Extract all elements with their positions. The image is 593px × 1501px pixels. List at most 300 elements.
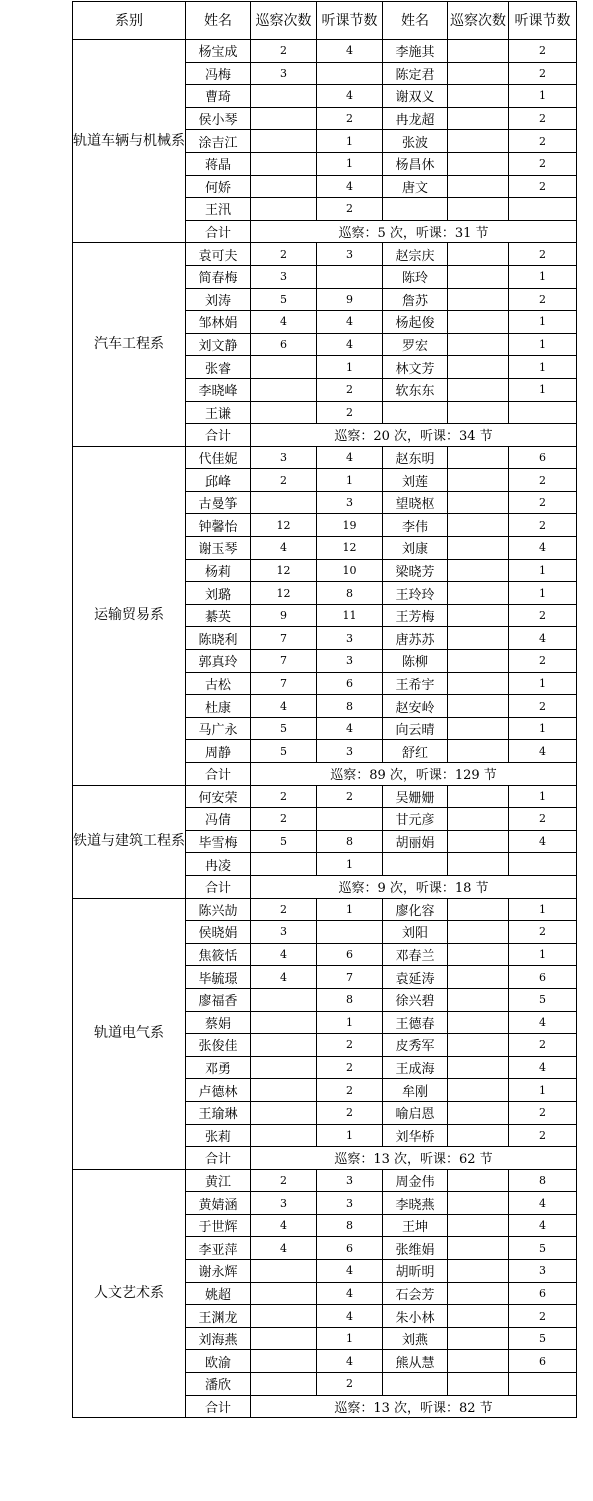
listen-count-1-cell: 8 [317, 695, 383, 718]
listen-count-2-cell: 2 [509, 1124, 577, 1147]
patrol-count-2-cell [448, 198, 509, 221]
name-2-cell [383, 198, 448, 221]
name-2-cell: 袁延涛 [383, 966, 448, 989]
listen-count-2-cell: 5 [509, 1237, 577, 1260]
name-2-cell: 陈柳 [383, 650, 448, 673]
patrol-count-2-cell [448, 311, 509, 334]
name-1-cell: 蔡娟 [186, 1011, 251, 1034]
name-2-cell: 熊从慧 [383, 1350, 448, 1373]
name-1-cell: 冯倩 [186, 808, 251, 831]
listen-count-2-cell: 2 [509, 491, 577, 514]
name-1-cell: 邓勇 [186, 1056, 251, 1079]
name-1-cell: 李晓峰 [186, 378, 251, 401]
name-1-cell: 谢永辉 [186, 1260, 251, 1283]
patrol-count-1-cell: 6 [251, 333, 317, 356]
patrol-count-1-cell: 4 [251, 1237, 317, 1260]
patrol-count-1-cell: 4 [251, 311, 317, 334]
header-name-1: 姓名 [186, 2, 251, 40]
patrol-count-1-cell: 5 [251, 740, 317, 763]
patrol-count-1-cell: 12 [251, 582, 317, 605]
name-1-cell: 毕毓璟 [186, 966, 251, 989]
listen-count-2-cell: 2 [509, 1305, 577, 1328]
name-1-cell: 郭真玲 [186, 650, 251, 673]
name-1-cell: 于世辉 [186, 1214, 251, 1237]
name-1-cell: 姚超 [186, 1282, 251, 1305]
patrol-count-1-cell: 3 [251, 62, 317, 85]
header-listen-count-2: 听课节数 [509, 2, 577, 40]
patrol-count-1-cell [251, 853, 317, 876]
listen-count-2-cell: 1 [509, 559, 577, 582]
patrol-count-1-cell [251, 1034, 317, 1057]
patrol-count-2-cell [448, 1169, 509, 1192]
total-summary: 巡察：13 次，听课：62 节 [251, 1147, 577, 1170]
patrol-count-1-cell: 12 [251, 514, 317, 537]
patrol-count-2-cell [448, 40, 509, 63]
dept-cell: 轨道车辆与机械系 [73, 40, 186, 243]
patrol-count-1-cell [251, 85, 317, 108]
listen-count-2-cell: 4 [509, 1214, 577, 1237]
patrol-count-2-cell [448, 1101, 509, 1124]
name-2-cell: 向云晴 [383, 717, 448, 740]
name-1-cell: 刘文静 [186, 333, 251, 356]
listen-count-1-cell: 6 [317, 1237, 383, 1260]
inspection-table [72, 1, 577, 1418]
listen-count-1-cell: 1 [317, 853, 383, 876]
patrol-count-2-cell [448, 446, 509, 469]
listen-count-2-cell: 1 [509, 582, 577, 605]
name-2-cell: 徐兴碧 [383, 988, 448, 1011]
patrol-count-2-cell [448, 898, 509, 921]
patrol-count-1-cell [251, 1350, 317, 1373]
name-1-cell: 綦英 [186, 604, 251, 627]
patrol-count-1-cell [251, 378, 317, 401]
name-1-cell: 欧渝 [186, 1350, 251, 1373]
listen-count-2-cell: 2 [509, 469, 577, 492]
patrol-count-1-cell: 4 [251, 943, 317, 966]
listen-count-1-cell: 1 [317, 469, 383, 492]
listen-count-1-cell: 8 [317, 830, 383, 853]
name-2-cell: 詹苏 [383, 288, 448, 311]
patrol-count-2-cell [448, 62, 509, 85]
listen-count-1-cell: 11 [317, 604, 383, 627]
name-1-cell: 邹林娟 [186, 311, 251, 334]
name-2-cell [383, 401, 448, 424]
name-1-cell: 黄婧涵 [186, 1192, 251, 1215]
table-row [73, 446, 577, 469]
patrol-count-1-cell [251, 198, 317, 221]
patrol-count-2-cell [448, 1011, 509, 1034]
name-2-cell: 王坤 [383, 1214, 448, 1237]
listen-count-1-cell: 4 [317, 1282, 383, 1305]
name-1-cell: 焦筱恬 [186, 943, 251, 966]
header-name-2: 姓名 [383, 2, 448, 40]
patrol-count-1-cell [251, 1373, 317, 1396]
patrol-count-2-cell [448, 1350, 509, 1373]
listen-count-1-cell: 3 [317, 243, 383, 266]
patrol-count-1-cell [251, 491, 317, 514]
name-1-cell: 黄江 [186, 1169, 251, 1192]
dept-cell: 运输贸易系 [73, 446, 186, 785]
name-1-cell: 杜康 [186, 695, 251, 718]
listen-count-1-cell: 2 [317, 401, 383, 424]
listen-count-2-cell: 2 [509, 107, 577, 130]
patrol-count-1-cell: 7 [251, 672, 317, 695]
listen-count-1-cell: 4 [317, 311, 383, 334]
name-2-cell: 杨起俊 [383, 311, 448, 334]
name-2-cell: 赵宗庆 [383, 243, 448, 266]
name-2-cell: 冉龙超 [383, 107, 448, 130]
name-1-cell: 毕雪梅 [186, 830, 251, 853]
name-1-cell: 张莉 [186, 1124, 251, 1147]
listen-count-1-cell: 2 [317, 785, 383, 808]
name-2-cell: 邓春兰 [383, 943, 448, 966]
header-patrol-count-1: 巡察次数 [251, 2, 317, 40]
listen-count-1-cell: 1 [317, 898, 383, 921]
patrol-count-1-cell [251, 1260, 317, 1283]
listen-count-1-cell: 2 [317, 1101, 383, 1124]
listen-count-2-cell [509, 853, 577, 876]
name-2-cell: 李施其 [383, 40, 448, 63]
total-summary: 巡察：89 次，听课：129 节 [251, 763, 577, 786]
patrol-count-2-cell [448, 130, 509, 153]
patrol-count-2-cell [448, 1056, 509, 1079]
table-row [73, 898, 577, 921]
patrol-count-1-cell [251, 1011, 317, 1034]
listen-count-1-cell: 4 [317, 446, 383, 469]
listen-count-1-cell [317, 921, 383, 944]
listen-count-2-cell: 1 [509, 378, 577, 401]
name-1-cell: 杨莉 [186, 559, 251, 582]
listen-count-1-cell: 6 [317, 943, 383, 966]
dept-cell: 轨道电气系 [73, 898, 186, 1169]
patrol-count-1-cell: 5 [251, 830, 317, 853]
patrol-count-2-cell [448, 1282, 509, 1305]
name-1-cell: 陈晓利 [186, 627, 251, 650]
patrol-count-2-cell [448, 1034, 509, 1057]
listen-count-2-cell: 6 [509, 446, 577, 469]
patrol-count-2-cell [448, 356, 509, 379]
name-2-cell: 刘阳 [383, 921, 448, 944]
total-label: 合计 [186, 424, 251, 447]
patrol-count-1-cell: 7 [251, 627, 317, 650]
name-1-cell: 杨宝成 [186, 40, 251, 63]
patrol-count-1-cell: 4 [251, 1214, 317, 1237]
listen-count-2-cell: 2 [509, 288, 577, 311]
patrol-count-2-cell [448, 1373, 509, 1396]
name-2-cell [383, 853, 448, 876]
patrol-count-1-cell: 3 [251, 446, 317, 469]
listen-count-2-cell: 4 [509, 740, 577, 763]
header-row [73, 2, 577, 40]
name-2-cell: 刘华桥 [383, 1124, 448, 1147]
name-1-cell: 代佳妮 [186, 446, 251, 469]
listen-count-1-cell: 2 [317, 1056, 383, 1079]
patrol-count-2-cell [448, 514, 509, 537]
name-2-cell: 廖化容 [383, 898, 448, 921]
patrol-count-2-cell [448, 559, 509, 582]
patrol-count-2-cell [448, 808, 509, 831]
patrol-count-2-cell [448, 152, 509, 175]
listen-count-1-cell: 2 [317, 1034, 383, 1057]
name-2-cell: 张维娟 [383, 1237, 448, 1260]
patrol-count-1-cell [251, 1305, 317, 1328]
name-2-cell: 皮秀军 [383, 1034, 448, 1057]
patrol-count-1-cell: 9 [251, 604, 317, 627]
patrol-count-1-cell [251, 1124, 317, 1147]
name-1-cell: 王谦 [186, 401, 251, 424]
listen-count-2-cell: 1 [509, 311, 577, 334]
listen-count-2-cell: 1 [509, 1079, 577, 1102]
listen-count-2-cell: 5 [509, 1327, 577, 1350]
listen-count-1-cell: 12 [317, 537, 383, 560]
listen-count-1-cell: 9 [317, 288, 383, 311]
name-2-cell: 牟刚 [383, 1079, 448, 1102]
name-1-cell: 邱峰 [186, 469, 251, 492]
name-1-cell: 陈兴劼 [186, 898, 251, 921]
name-2-cell: 陈定君 [383, 62, 448, 85]
total-summary: 巡察：20 次，听课：34 节 [251, 424, 577, 447]
listen-count-2-cell: 4 [509, 537, 577, 560]
name-1-cell: 王渊龙 [186, 1305, 251, 1328]
name-1-cell: 王瑜琳 [186, 1101, 251, 1124]
listen-count-1-cell [317, 265, 383, 288]
patrol-count-1-cell [251, 401, 317, 424]
patrol-count-2-cell [448, 107, 509, 130]
patrol-count-1-cell [251, 1101, 317, 1124]
listen-count-2-cell: 1 [509, 785, 577, 808]
listen-count-1-cell: 3 [317, 491, 383, 514]
listen-count-1-cell: 1 [317, 152, 383, 175]
listen-count-1-cell: 19 [317, 514, 383, 537]
listen-count-1-cell: 2 [317, 1373, 383, 1396]
listen-count-1-cell: 8 [317, 582, 383, 605]
name-1-cell: 张俊佳 [186, 1034, 251, 1057]
patrol-count-2-cell [448, 650, 509, 673]
total-label: 合计 [186, 1395, 251, 1418]
patrol-count-2-cell [448, 85, 509, 108]
name-2-cell: 梁晓芳 [383, 559, 448, 582]
listen-count-1-cell: 2 [317, 198, 383, 221]
name-2-cell: 李伟 [383, 514, 448, 537]
patrol-count-2-cell [448, 265, 509, 288]
patrol-count-1-cell: 5 [251, 288, 317, 311]
table-row [73, 785, 577, 808]
patrol-count-2-cell [448, 604, 509, 627]
name-2-cell: 胡昕明 [383, 1260, 448, 1283]
name-2-cell: 喻启恩 [383, 1101, 448, 1124]
listen-count-1-cell: 4 [317, 40, 383, 63]
listen-count-2-cell [509, 1373, 577, 1396]
patrol-count-2-cell [448, 537, 509, 560]
patrol-count-1-cell: 2 [251, 808, 317, 831]
patrol-count-2-cell [448, 695, 509, 718]
name-1-cell: 古松 [186, 672, 251, 695]
patrol-count-1-cell [251, 1056, 317, 1079]
name-1-cell: 谢玉琴 [186, 537, 251, 560]
listen-count-2-cell: 6 [509, 966, 577, 989]
dept-cell: 铁道与建筑工程系 [73, 785, 186, 898]
listen-count-1-cell [317, 62, 383, 85]
patrol-count-1-cell [251, 988, 317, 1011]
patrol-count-2-cell [448, 988, 509, 1011]
name-2-cell: 王芳梅 [383, 604, 448, 627]
table-row [73, 243, 577, 266]
name-1-cell: 马广永 [186, 717, 251, 740]
patrol-count-1-cell: 12 [251, 559, 317, 582]
listen-count-2-cell: 2 [509, 808, 577, 831]
listen-count-2-cell: 2 [509, 243, 577, 266]
listen-count-2-cell: 2 [509, 130, 577, 153]
listen-count-1-cell: 10 [317, 559, 383, 582]
name-1-cell: 蒋晶 [186, 152, 251, 175]
name-2-cell: 甘元彦 [383, 808, 448, 831]
patrol-count-2-cell [448, 1305, 509, 1328]
name-2-cell: 谢双义 [383, 85, 448, 108]
patrol-count-1-cell: 2 [251, 785, 317, 808]
name-2-cell: 林文芳 [383, 356, 448, 379]
patrol-count-1-cell: 4 [251, 966, 317, 989]
patrol-count-1-cell: 2 [251, 469, 317, 492]
listen-count-2-cell: 5 [509, 988, 577, 1011]
table-row [73, 1169, 577, 1192]
listen-count-1-cell: 1 [317, 356, 383, 379]
dept-cell: 汽车工程系 [73, 243, 186, 446]
listen-count-2-cell: 4 [509, 1011, 577, 1034]
listen-count-2-cell: 1 [509, 333, 577, 356]
total-label: 合计 [186, 1147, 251, 1170]
name-1-cell: 侯晓娟 [186, 921, 251, 944]
listen-count-2-cell: 3 [509, 1260, 577, 1283]
listen-count-2-cell: 1 [509, 717, 577, 740]
patrol-count-2-cell [448, 288, 509, 311]
patrol-count-1-cell: 2 [251, 898, 317, 921]
name-2-cell: 舒红 [383, 740, 448, 763]
patrol-count-1-cell [251, 175, 317, 198]
name-1-cell: 钟馨怡 [186, 514, 251, 537]
name-2-cell: 王德春 [383, 1011, 448, 1034]
patrol-count-1-cell: 7 [251, 650, 317, 673]
patrol-count-1-cell: 3 [251, 265, 317, 288]
listen-count-1-cell: 1 [317, 130, 383, 153]
name-1-cell: 刘璐 [186, 582, 251, 605]
name-2-cell: 张波 [383, 130, 448, 153]
total-summary: 巡察：5 次，听课：31 节 [251, 220, 577, 243]
header-dept: 系别 [73, 2, 186, 40]
listen-count-2-cell: 6 [509, 1350, 577, 1373]
name-2-cell: 望晓枢 [383, 491, 448, 514]
patrol-count-2-cell [448, 966, 509, 989]
patrol-count-2-cell [448, 921, 509, 944]
listen-count-2-cell: 1 [509, 265, 577, 288]
listen-count-2-cell: 2 [509, 695, 577, 718]
listen-count-1-cell: 7 [317, 966, 383, 989]
listen-count-1-cell: 1 [317, 1124, 383, 1147]
name-2-cell: 唐苏苏 [383, 627, 448, 650]
listen-count-2-cell: 8 [509, 1169, 577, 1192]
total-label: 合计 [186, 875, 251, 898]
patrol-count-2-cell [448, 401, 509, 424]
listen-count-1-cell: 3 [317, 650, 383, 673]
name-1-cell: 何娇 [186, 175, 251, 198]
listen-count-2-cell: 2 [509, 650, 577, 673]
total-label: 合计 [186, 220, 251, 243]
listen-count-2-cell: 6 [509, 1282, 577, 1305]
listen-count-2-cell: 1 [509, 943, 577, 966]
patrol-count-2-cell [448, 853, 509, 876]
name-2-cell: 唐文 [383, 175, 448, 198]
patrol-count-1-cell [251, 130, 317, 153]
listen-count-1-cell: 1 [317, 1327, 383, 1350]
total-label: 合计 [186, 763, 251, 786]
name-1-cell: 卢德林 [186, 1079, 251, 1102]
patrol-count-1-cell: 4 [251, 695, 317, 718]
patrol-count-2-cell [448, 627, 509, 650]
dept-cell: 人文艺术系 [73, 1169, 186, 1418]
listen-count-1-cell: 8 [317, 988, 383, 1011]
patrol-count-1-cell: 4 [251, 537, 317, 560]
name-2-cell: 王成海 [383, 1056, 448, 1079]
patrol-count-2-cell [448, 491, 509, 514]
patrol-count-2-cell [448, 243, 509, 266]
patrol-count-2-cell [448, 1079, 509, 1102]
patrol-count-2-cell [448, 785, 509, 808]
listen-count-1-cell: 4 [317, 175, 383, 198]
patrol-count-1-cell: 2 [251, 1169, 317, 1192]
patrol-count-2-cell [448, 1214, 509, 1237]
name-1-cell: 曹琦 [186, 85, 251, 108]
patrol-count-1-cell [251, 1079, 317, 1102]
patrol-count-1-cell [251, 356, 317, 379]
header-patrol-count-2: 巡察次数 [448, 2, 509, 40]
name-2-cell: 软东东 [383, 378, 448, 401]
name-2-cell: 石会芳 [383, 1282, 448, 1305]
name-1-cell: 袁可夫 [186, 243, 251, 266]
name-1-cell: 古曼筝 [186, 491, 251, 514]
name-1-cell: 周静 [186, 740, 251, 763]
listen-count-1-cell: 4 [317, 1305, 383, 1328]
patrol-count-2-cell [448, 943, 509, 966]
table-header [73, 2, 577, 40]
listen-count-2-cell: 2 [509, 40, 577, 63]
patrol-count-1-cell [251, 1327, 317, 1350]
listen-count-2-cell: 2 [509, 1101, 577, 1124]
name-1-cell: 王汛 [186, 198, 251, 221]
listen-count-2-cell: 4 [509, 1192, 577, 1215]
patrol-count-2-cell [448, 830, 509, 853]
name-2-cell: 杨昌休 [383, 152, 448, 175]
name-2-cell: 李晓燕 [383, 1192, 448, 1215]
patrol-count-2-cell [448, 333, 509, 356]
listen-count-2-cell: 2 [509, 921, 577, 944]
name-1-cell: 潘欣 [186, 1373, 251, 1396]
listen-count-2-cell: 1 [509, 898, 577, 921]
patrol-count-1-cell: 2 [251, 40, 317, 63]
listen-count-1-cell: 2 [317, 378, 383, 401]
listen-count-1-cell: 3 [317, 740, 383, 763]
patrol-count-2-cell [448, 672, 509, 695]
listen-count-2-cell: 2 [509, 1034, 577, 1057]
name-1-cell: 冯梅 [186, 62, 251, 85]
patrol-count-1-cell: 5 [251, 717, 317, 740]
listen-count-2-cell: 2 [509, 514, 577, 537]
name-1-cell: 刘海燕 [186, 1327, 251, 1350]
listen-count-2-cell [509, 401, 577, 424]
listen-count-1-cell: 4 [317, 717, 383, 740]
name-2-cell: 刘燕 [383, 1327, 448, 1350]
listen-count-2-cell: 4 [509, 627, 577, 650]
total-summary: 巡察：9 次，听课：18 节 [251, 875, 577, 898]
patrol-count-2-cell [448, 175, 509, 198]
